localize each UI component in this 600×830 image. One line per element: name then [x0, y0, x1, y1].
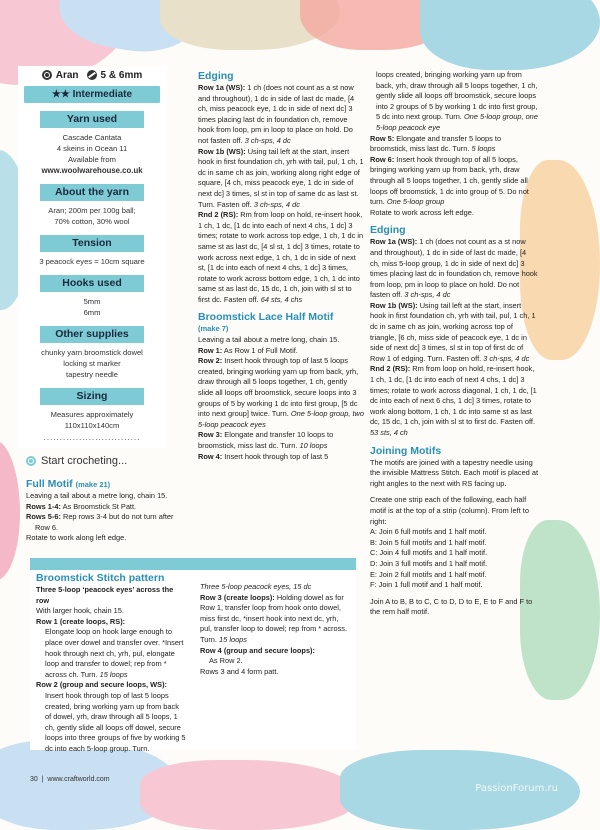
paragraph: Leaving a tail about a metre long, chain 15.	[198, 335, 340, 345]
yarn-ball-icon	[26, 456, 36, 466]
strip-item: C: Join 4 full motifs and 1 half motif.	[370, 548, 488, 558]
section-title: Sizing	[40, 388, 144, 405]
section-title: Yarn used	[40, 111, 144, 128]
full-motif-title: Full Motif (make 21)	[26, 478, 111, 490]
paragraph: Leaving a tail about a metre long, chain 15.	[26, 491, 168, 500]
row-text: As Row 2.	[209, 656, 243, 666]
about-yarn-section	[18, 184, 166, 227]
strip-item: E: Join 2 full motifs and 1 half motif.	[370, 569, 487, 579]
half-motif-title: Broomstick Lace Half Motif	[198, 311, 334, 324]
stitch-col-left: Broomstick Stitch pattern Three 5-loop ‘peacock eyes’ across the row With larger hook, chain 15. Row 1 (create loops, RS): Elongate loop on hook large enough to place over dowel and transfer over. *Insert hook through next ch, yrh, pul, elongate loop and transfer to dowel; rep from * across ch. Turn. 15 loops Row 2 (group and secure loops, WS): Insert hook through top of last 5 loops created, bring working yarn up from back of dowel, yrh, draw through all 5 loops, 1 ch, gently slide all loops off dowel, secure loops into three groups of five by working 5 dc into each 5-loop group. Turn.	[36, 572, 186, 753]
text-line: 70% cotton, 30% wool	[54, 217, 130, 226]
stitch-col-right: Three 5-loop peacock eyes, 15 dc Row 3 (create loops): Holding dowel as for Row 1, transfer loop from hook onto dowel, miss first dc, *insert hook into next dc, yrh, pul, transfer loop to dowel; rep from * across. Turn. 15 loops Row 4 (group and secure loops): As Row 2. Rows 3 and 4 form patt.	[200, 582, 350, 677]
text-line: Measures approximately	[50, 410, 134, 419]
stitch-box-accent	[30, 558, 356, 570]
section-title: Tension	[40, 235, 144, 252]
text-line: 3 peacock eyes = 10cm square	[39, 257, 145, 266]
text-line: locking st marker	[63, 359, 121, 368]
text-line: tapestry needle	[66, 370, 118, 379]
row-note: Three 5-loop peacock eyes, 15 dc	[200, 582, 312, 591]
info-sidebar	[18, 66, 166, 448]
supplies-section	[18, 326, 166, 380]
yarn-weight: Aran	[55, 69, 79, 81]
stitch-pattern-title: Broomstick Stitch pattern	[36, 572, 165, 584]
text-line: 5mm	[83, 297, 101, 306]
hook-icon	[87, 70, 97, 80]
row-label: Row 4 (group and secure loops):	[200, 645, 315, 655]
text-line: Cascade Cantata	[62, 133, 122, 142]
row-text: Insert hook through top of last 5 loops created, bring working yarn up from back of dowel, yrh, draw through all 5 loops, 1 ch, gently slide all loops off dowel, secure loops into three groups of five by working 5 dc into each 5-loop group. Turn.	[45, 690, 186, 753]
section-title: About the yarn	[40, 184, 144, 201]
yarn-needle-header	[18, 66, 166, 84]
yarn-ball-icon	[42, 70, 52, 80]
edging-title: Edging	[370, 224, 406, 237]
difficulty-level: ★★ Intermediate	[24, 86, 160, 103]
footer-site-link[interactable]: www.craftworld.com	[47, 776, 110, 783]
tension-section	[18, 235, 166, 267]
section-title: Other supplies	[40, 326, 144, 343]
dotted-divider: ..............................	[43, 433, 141, 442]
paragraph: With larger hook, chain 15.	[36, 606, 124, 616]
column-right: loops created, bringing working yarn up from back, yrh, draw through all 5 loops together, 1 ch, gently slide all loops off broomstick, secure loops into 2 groups of 5 by working 1 dc into first group, 5 dc into next group. Turn. One 5-loop group, one 5-loop peacock eye Row 5: Elongate and transfer 5 loops to broomstick, miss last dc. Turn. 5 loops Row 6: Insert hook through top of all 5 loops, bringing working yarn up from back, yrh, draw through all 5 loops together, 1 ch, gently slide all loops off broomstick, 1 dc into group of 5. Do not turn. One 5-loop group Rotate to work across left edge. Edging Row 1a (WS): 1 ch (does not count as a st now and throughout), 1 dc in side of last dc made, [4 ch, miss 5-loop group, 1 dc in side of next dc] 3 times placing last dc in foundation ch, remove hook from loop, pm in loop to place on hold. Do not fasten off. 3 ch-sps, 4 dc Row 1b (WS): Using tail left at the start, insert hook in first foundation ch, yrh with tail, pul, 1 ch, 1 dc in same ch as join, working across top of triangle, [6 ch, miss side of peacock eye, 1 dc in side of next dc] 3 times, sl st in top of first dc of Row 1 of edging. Turn. Fasten off. 3 ch-sps, 4 dc Rnd 2 (RS): Rm from loop on hold, re-insert hook, 1 ch, 1 dc, [1 dc into each of next 4 chs, 1 dc] 3 times; rotate to work across diagonal, 1 ch, 1 dc, [1 dc into each of next 6 chs, 1 dc] 3 times, rotate to work along bottom, 1 ch, 1 dc into same st as last dc, 15 dc, 1 ch, join with sl st to first dc. Fasten off. 53 sts, 4 ch Joining Motifs The motifs are joined with a tapestry needle using the invisible Mattress Stitch. Each motif is placed at right angles to the next with RS facing up. Create one strip each of the following, each half motif is at the top of a strip (column). From left to right: A: Join 6 full motifs and 1 half motif. B: Join 5 full motifs and 1 half motif. C: Join 4 full motifs and 1 half motif. D: Join 3 full motifs and 1 half motif. E: Join 2 full motifs and 1 half motif. F: Join 1 full motif and 1 half motif. Join A to B, B to C, C to D, D to E, E to F and F to the rem half motif.	[370, 70, 539, 617]
strip-item: F: Join 1 full motif and 1 half motif.	[370, 580, 483, 590]
strip-item: A: Join 6 full motifs and 1 half motif.	[370, 527, 487, 537]
paragraph: Create one strip each of the following, each half motif is at the top of a strip (column). From left to right:	[370, 495, 529, 526]
paragraph: Rows 3 and 4 form patt.	[200, 666, 279, 676]
text-line: 6mm	[83, 308, 101, 317]
yarn-used-section	[18, 111, 166, 176]
half-motif-make: (make 7)	[198, 324, 229, 334]
edging-title: Edging	[198, 70, 234, 82]
text-line: chunky yarn broomstick dowel	[41, 348, 143, 357]
start-label: Start crocheting...	[41, 455, 128, 467]
strip-item: D: Join 3 full motifs and 1 half motif.	[370, 558, 488, 568]
stitch-subtitle: Three 5-loop ‘peacock eyes’ across the row	[36, 585, 174, 605]
paragraph: Join A to B, B to C, C to D, D to E, E to F and F to the rem half motif.	[370, 596, 533, 617]
watermark: PassionForum.ru	[475, 783, 558, 794]
column-middle: Edging Row 1a (WS): 1 ch (does not count as a st now and throughout), 1 dc in side of last dc made, [4 ch, miss peacock eye, 1 dc in side of next dc] 3 times placing last dc in foundation ch, remove hook from loop, pm in loop to place on hold. Do not fasten off. 3 ch-sps, 4 dc Row 1b (WS): Using tail left at the start, insert hook in first foundation ch, yrh with tail, pul, 1 ch, 1 dc in same ch as join, working along right edge of square, [4 ch, miss peacock eye, 1 dc in side of next dc] 3 times, sl st in top of same dc as last st. Turn. Fasten off. 3 ch-sps, 4 dc Rnd 2 (RS): Rm from loop on hold, re-insert hook, 1 ch, 1 dc, [1 dc into each of next 4 chs, 1 dc] 3 times; rotate to work across top edge, 1 ch, 1 dc in same st as last dc, [4 sl st, 1 dc] 3 times, rotate to work across next edge, 1 ch, 1 dc in side of next st, [1 dc into each of next 4 chs, 1 dc] 3 times, rotate to work across bottom edge, 1 ch, 1 dc into same st as last dc, 15 dc, 1 ch, join with sl st to first dc. Fasten off. 64 sts, 4 chs Broomstick Lace Half Motif (make 7) Leaving a tail about a metre long, chain 15. Row 1: As Row 1 of Full Motif. Row 2: Insert hook through top of last 5 loops created, bringing working yarn up from back, yrh, draw through all 5 loops together, 1 ch, gently slide all loops off broomstick, secure loops into 3 groups of 5 by working 1 dc into first group, [5 dc into next group] twice. Turn. One 5-loop group, two 5-loop peacock eyes Row 3: Elongate and transfer 10 loops to broomstick, miss last dc. Turn. 10 loops Row 4: Insert hook through top of last 5	[198, 70, 364, 461]
text-line: Available from	[68, 155, 116, 164]
text-line: Aran; 200m per 100g ball;	[48, 206, 136, 215]
sizing-section	[18, 388, 166, 442]
paragraph: Rotate to work across left edge.	[370, 207, 474, 217]
strip-item: B: Join 5 full motifs and 1 half motif.	[370, 537, 487, 547]
row-label: Row 2 (group and secure loops, WS):	[36, 680, 167, 690]
text-line: 4 skeins in Ocean 11	[56, 144, 128, 153]
hooks-section	[18, 275, 166, 318]
text-line: 110x110x140cm	[64, 421, 120, 430]
full-motif-section: Full Motif (make 21) Leaving a tail about a metre long, chain 15. Rows 1-4: As Broomstick St Patt. Rows 5-6: Rep rows 3-4 but do not turn after Row 6. Rotate to work along left edge.	[26, 478, 176, 544]
start-crocheting-heading	[26, 455, 127, 467]
page-number: 30	[30, 776, 38, 783]
paragraph: The motifs are joined with a tapestry needle using the invisible Mattress Stitch. Each motif is placed at right angles to the next with RS facing up.	[370, 457, 539, 488]
supplier-link[interactable]: www.woolwarehouse.co.uk	[41, 166, 143, 175]
section-title: Hooks used	[40, 275, 144, 292]
page-footer: 30 | www.craftworld.com	[30, 776, 110, 783]
hook-sizes: 5 & 6mm	[100, 69, 143, 81]
paragraph: Rotate to work along left edge.	[26, 533, 127, 543]
joining-title: Joining Motifs	[370, 444, 442, 457]
